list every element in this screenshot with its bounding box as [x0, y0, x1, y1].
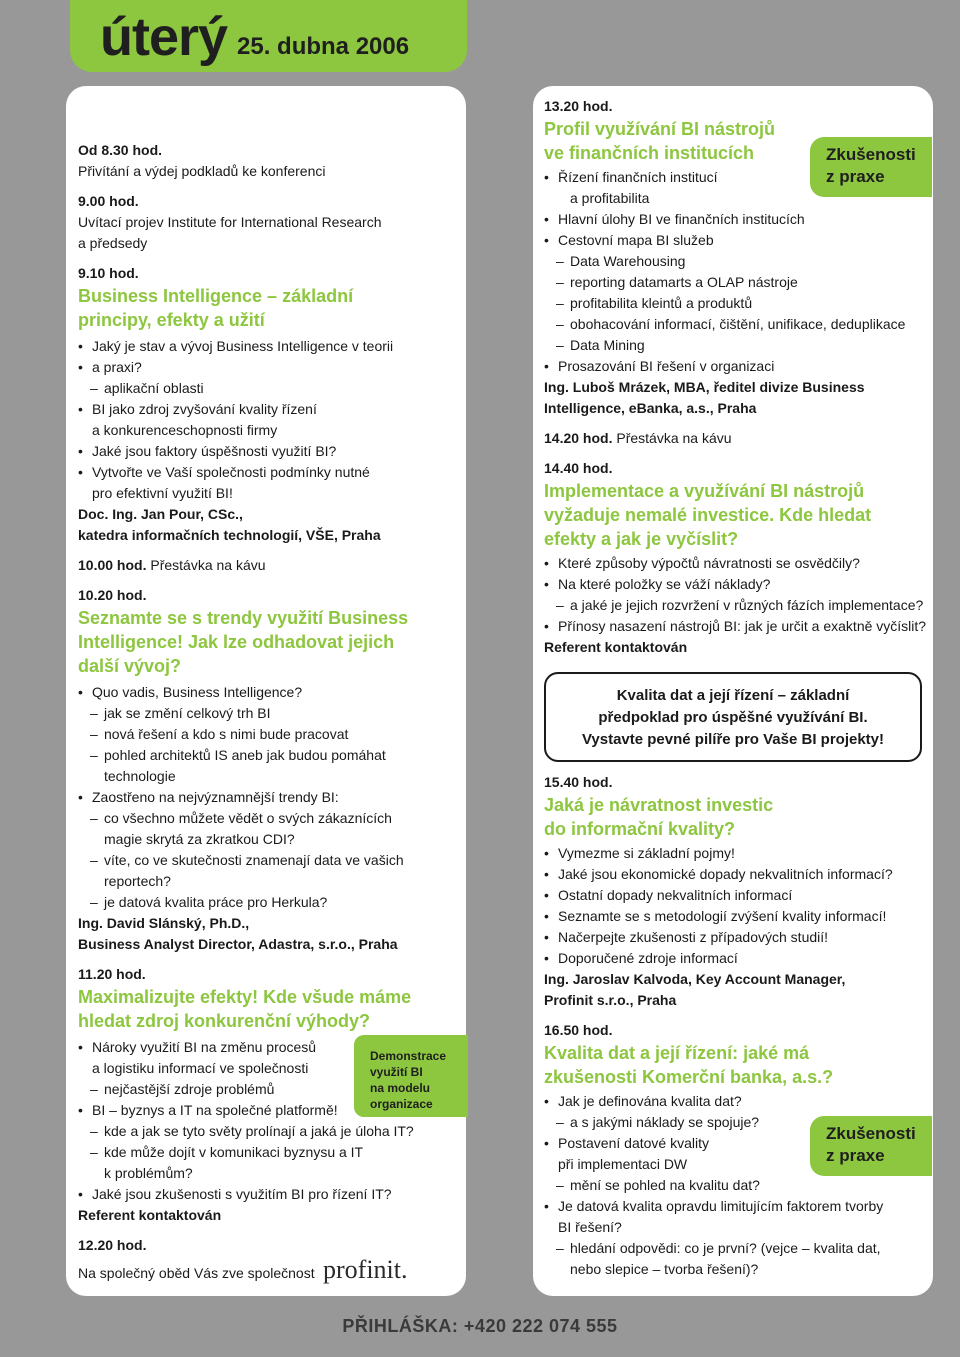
sub-item: – a jaké je jejich rozvržení v různých fázích implementace? [544, 595, 934, 616]
bullet-item: • Jaké jsou zkušenosti s využitím BI pro řízení IT? [78, 1184, 468, 1205]
demo-tab [354, 1035, 468, 1117]
bullet-item: BI řešení? [558, 1219, 622, 1235]
session-title: Implementace a využívání BI nástrojů [544, 481, 865, 501]
sub-item: – profitabilita kleintů a produktů [544, 293, 934, 314]
sub-item: k problémům? [104, 1165, 193, 1181]
bullet-item: • Seznamte se s metodologií zvýšení kvality informací! [544, 906, 934, 927]
bullet-item: • Vytvořte ve Vaší společnosti podmínky nutné [78, 462, 468, 483]
sub-item: – reporting datamarts a OLAP nástroje [544, 272, 934, 293]
session-title: zkušenosti Komerční banka, a.s.? [544, 1067, 834, 1087]
session-title: do informační kvality? [544, 819, 736, 839]
speaker: Intelligence, eBanka, a.s., Praha [544, 400, 757, 416]
slot-time: 9.10 hod. [78, 265, 139, 281]
sub-item: – Data Mining [544, 335, 934, 356]
demo-line: organizace [370, 1097, 433, 1111]
sub-item: – jak se změní celkový trh BI [78, 703, 468, 724]
bullet-item: při implementaci DW [558, 1156, 688, 1172]
bullet-item: • Na které položky se váží náklady? [544, 574, 934, 595]
sub-item: nebo slepice – tvorba řešení)? [570, 1261, 759, 1277]
bullet-item: • Jaké jsou ekonomické dopady nekvalitních informací? [544, 864, 934, 885]
bullet-item: a profitabilita [570, 190, 650, 206]
slot-time: 14.40 hod. [544, 460, 613, 476]
slot-text: a předsedy [78, 235, 148, 251]
bullet-item: • Jaký je stav a vývoj Business Intelligence v teorii [78, 336, 468, 357]
session-title: Seznamte se s trendy využití Business [78, 608, 409, 628]
bullet-item: • Jaké jsou faktory úspěšnosti využití BI? [78, 441, 468, 462]
bullet-item: • Vymezme si základní pojmy! [544, 843, 934, 864]
sub-item: – je datová kvalita práce pro Herkula? [78, 892, 468, 913]
slot-time: 11.20 hod. [78, 966, 146, 982]
bullet-item: • Řízení finančních institucí [544, 167, 934, 188]
speaker: Referent kontaktován [544, 639, 688, 655]
sub-item: reportech? [104, 873, 171, 889]
sub-item: – aplikační oblasti [78, 378, 468, 399]
bullet-item: • Postavení datové kvality [544, 1133, 934, 1154]
registration-phone: PŘIHLÁŠKA: +420 222 074 555 [342, 1316, 618, 1336]
bullet-item: • Prosazování BI řešení v organizaci [544, 356, 934, 377]
left-column [78, 140, 468, 1290]
session-title: Jaká je návratnost investic [544, 795, 774, 815]
bullet-item: • Doporučené zdroje informací [544, 948, 934, 969]
slot-time: 13.20 hod. [544, 98, 613, 114]
bullet-item: • BI jako zdroj zvyšování kvality řízení [78, 399, 468, 420]
bullet-item: • Quo vadis, Business Intelligence? [78, 682, 468, 703]
bullet-item: • Ostatní dopady nekvalitních informací [544, 885, 934, 906]
speaker: Ing. Jaroslav Kalvoda, Key Account Manager, [544, 971, 846, 987]
slot-time: Od 8.30 hod. [78, 142, 163, 158]
slot-time: 12.20 hod. [78, 1237, 147, 1253]
quality-line: Kvalita dat a její řízení – základní [616, 687, 850, 704]
sub-item: technologie [104, 768, 176, 784]
bullet-item: • BI – byznys a IT na společné platformě! [78, 1100, 468, 1121]
experience-tab [810, 1116, 932, 1176]
bullet-item: a konkurenceschopnosti firmy [92, 422, 278, 438]
speaker: Profinit s.r.o., Praha [544, 992, 677, 1008]
sub-item: – obohacování informací, čištění, unifikace, deduplikace [544, 314, 934, 335]
day-title: úterý [100, 7, 228, 67]
session-title: Intelligence! Jak lze odhadovat jejich [78, 632, 395, 652]
sub-item: – kde a jak se tyto světy prolínají a jaká je úloha IT? [78, 1121, 468, 1142]
session-title: další vývoj? [78, 656, 182, 676]
slot-text: Přestávka na kávu [616, 430, 732, 446]
slot-text: Přivítání a výdej podkladů ke konferenci [78, 163, 326, 179]
slot-text: Na společný oběd Vás zve společnost [78, 1265, 315, 1281]
sub-item: – hledání odpovědi: co je první? (vejce – kvalita dat, [544, 1238, 934, 1259]
slot-time: 14.20 hod. [544, 430, 613, 446]
session-title: Maximalizujte efekty! Kde všude máme [78, 987, 412, 1007]
slot-time: 10.20 hod. [78, 587, 147, 603]
bullet-item: • Zaostřeno na nejvýznamnější trendy BI: [78, 787, 468, 808]
bullet-item: a logistiku informací ve společnosti [92, 1060, 309, 1076]
slot-time: 9.00 hod. [78, 193, 139, 209]
bullet-item: • a praxi? [78, 357, 468, 378]
quality-line: Vystavte pevné pilíře pro Vaše BI projekty! [581, 731, 885, 748]
session-bullets [78, 336, 468, 504]
tab-line: z praxe [826, 167, 885, 186]
bullet-item: • Hlavní úlohy BI ve finančních institucích [544, 209, 934, 230]
sub-item: – mění se pohled na kvalitu dat? [544, 1175, 934, 1196]
speaker: Referent kontaktován [78, 1207, 222, 1223]
profinit-logo [323, 1256, 431, 1290]
right-column-lower [544, 772, 934, 1280]
tab-line: Zkušenosti [826, 1124, 916, 1143]
session-title: Business Intelligence – základní [78, 286, 354, 306]
quality-box [544, 672, 922, 762]
session-title: Kvalita dat a její řízení: jaké má [544, 1043, 810, 1063]
tab-line: z praxe [826, 1146, 885, 1165]
lunch-line [78, 1256, 468, 1290]
sub-item: – nejčastější zdroje problémů [78, 1079, 468, 1100]
sub-item: – a s jakými náklady se spojuje? [544, 1112, 934, 1133]
speaker: Doc. Ing. Jan Pour, CSc., [78, 506, 243, 522]
slot-time: 10.00 hod. [78, 557, 147, 573]
logo-text: profinit. [322, 1256, 408, 1284]
slot-time: 15.40 hod. [544, 774, 613, 790]
bullet-item: • Je datová kvalita opravdu limitujícím faktorem tvorby [544, 1196, 934, 1217]
session-bullets [544, 843, 934, 969]
sub-item: – kde může dojít v komunikaci byznysu a IT [78, 1142, 468, 1163]
session-title: Profil využívání BI nástrojů [544, 119, 776, 139]
speaker: Ing. David Slánský, Ph.D., [78, 915, 250, 931]
bullet-item: • Přínosy nasazení nástrojů BI: jak je určit a exaktně vyčíslit? [544, 616, 934, 637]
session-bullets [544, 167, 934, 377]
bullet-item: • Nároky využití BI na změnu procesů [78, 1037, 468, 1058]
demo-line: Demonstrace [370, 1049, 447, 1063]
sub-item: magie skrytá za zkratkou CDI? [104, 831, 295, 847]
slot-text: Uvítací projev Institute for International Research [78, 214, 382, 230]
bullet-item: • Které způsoby výpočtů návratnosti se osvědčily? [544, 553, 934, 574]
sub-item: – víte, co ve skutečnosti znamenají data ve vašich [78, 850, 468, 871]
quality-line: předpoklad pro úspěšné využívání BI. [598, 709, 868, 726]
sub-item: – nová řešení a kdo s nimi bude pracovat [78, 724, 468, 745]
speaker: Business Analyst Director, Adastra, s.r.o., Praha [78, 936, 398, 952]
slot-text: Přestávka na kávu [150, 557, 266, 573]
session-title: efekty a jak je vyčíslit? [544, 529, 739, 549]
date-title: 25. dubna 2006 [237, 33, 410, 60]
bullet-item: • Cestovní mapa BI služeb [544, 230, 934, 251]
session-bullets [78, 682, 468, 913]
tab-line: Zkušenosti [826, 145, 916, 164]
session-title: vyžaduje nemalé investice. Kde hledat [544, 505, 872, 525]
demo-line: využití BI [370, 1065, 423, 1079]
coffee-break [544, 428, 934, 449]
sub-item: – co všechno můžete vědět o svých zákaznících [78, 808, 468, 829]
speaker: katedra informačních technologií, VŠE, Praha [78, 527, 381, 543]
bullet-item: • Načerpejte zkušenosti z případových studií! [544, 927, 934, 948]
sub-item: – Data Warehousing [544, 251, 934, 272]
sub-item: – pohled architektů IS aneb jak budou pomáhat [78, 745, 468, 766]
session-bullets [544, 553, 934, 637]
bullet-item: • Jak je definována kvalita dat? [544, 1091, 934, 1112]
session-title: hledat zdroj konkurenční výhody? [78, 1011, 371, 1031]
session-title: ve finančních institucích [544, 143, 755, 163]
experience-tab [810, 137, 932, 197]
speaker: Ing. Luboš Mrázek, MBA, ředitel divize Business [544, 379, 865, 395]
coffee-break [78, 555, 468, 576]
demo-line: na modelu [370, 1081, 431, 1095]
slot-time: 16.50 hod. [544, 1022, 613, 1038]
bullet-item: pro efektivní využití BI! [92, 485, 233, 501]
session-title: principy, efekty a užití [78, 310, 265, 330]
